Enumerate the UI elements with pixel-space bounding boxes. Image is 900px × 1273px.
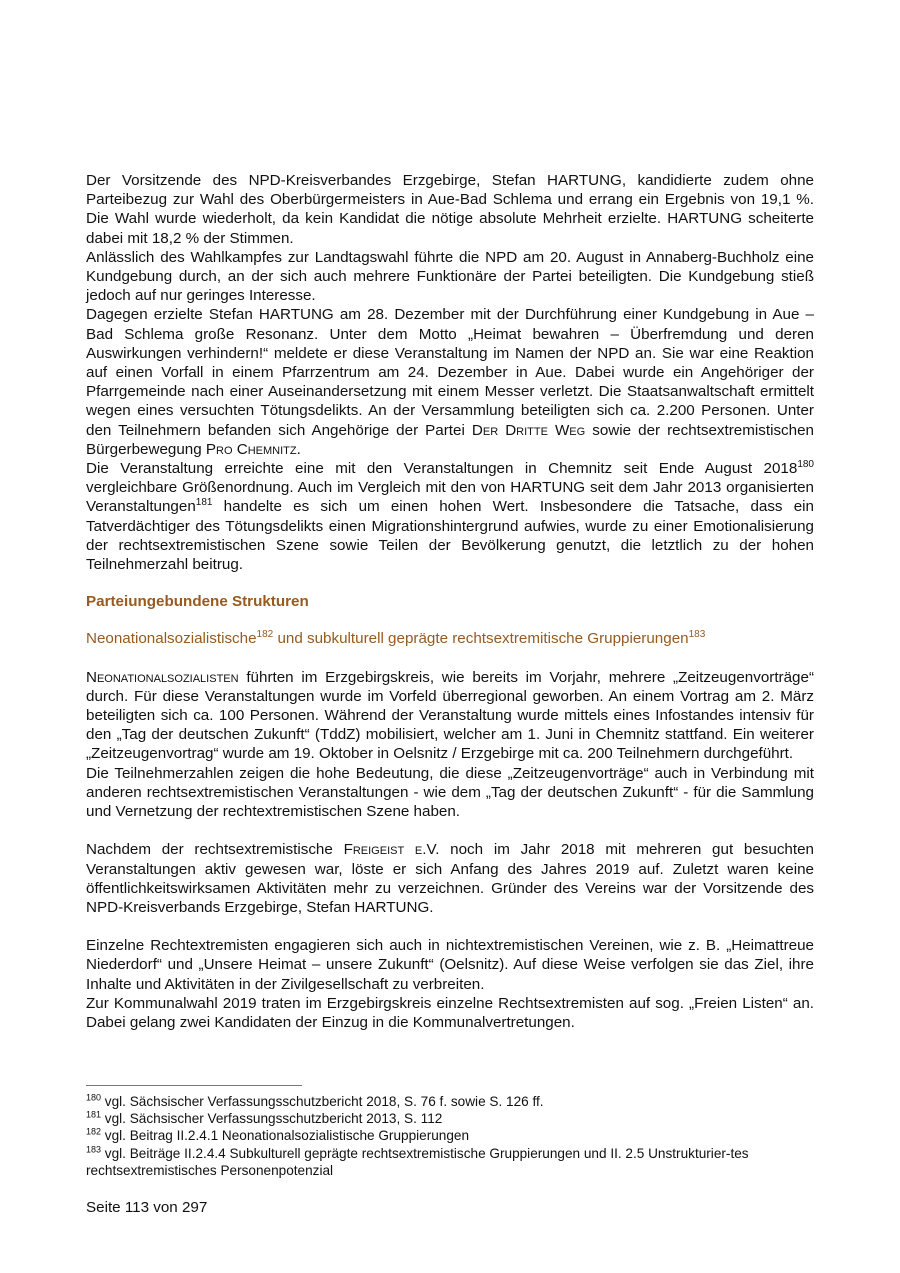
footnote-text: vgl. Sächsischer Verfassungsschutzbericht 2018, S. 76 f. sowie S. 126 ff. bbox=[101, 1094, 544, 1109]
footnote-number: 181 bbox=[86, 1109, 102, 1120]
footnote-ref-182[interactable]: 182 bbox=[256, 629, 274, 641]
page-number: Seite 113 von 297 bbox=[86, 1199, 208, 1216]
footnote-number: 183 bbox=[86, 1144, 102, 1155]
paragraph-8: Einzelne Rechtextremisten engagieren sich auch in nichtextremistischen Vereinen, wie z. B. „Heimattreue Niederdorf“ und „Unsere Heimat – unsere Zukunft“ (Oelsnitz). Auf diese Weise verfolgen sie das Ziel, ihre Inhalte und Aktivitäten in der Zivilgesellschaft zu verbreiten. bbox=[86, 937, 814, 993]
paragraph-2: Anlässlich des Wahlkampfes zur Landtagswahl führte die NPD am 20. August in Annaberg-Buchholz eine Kundgebung durch, an der sich auch mehrere Funktionäre der Partei beteiligten. Die Kundgebung stieß jedoch auf nur geringes Interesse. bbox=[86, 248, 814, 305]
paragraph-5 bbox=[86, 668, 814, 764]
paragraph-4 bbox=[86, 459, 814, 574]
paragraph-4-part3: handelte es sich um einen hohen Wert. Insbesondere die Tatsache, dass ein Tatverdächtiger des Tötungsdelikts einen Migrationshintergrund aufwies, wurde zu einer Emotionalisierung der rechtsextremistischen Szene sowie Teilen der Bevölkerung genutzt, die letztlich zu der hohen Teilnehmerzahl beitrug. bbox=[86, 498, 814, 574]
paragraph-4-part1: Die Veranstaltung erreichte eine mit den Veranstaltungen in Chemnitz seit Ende August 2018 bbox=[86, 460, 798, 478]
paragraph-5-text: führten im Erzgebirgskreis, wie bereits im Vorjahr, mehrere „Zeitzeugenvorträge“ durch. Für diese Veranstaltungen wurde im Vorfeld überregional geworben. An einem Vortrag am 2. März beteiligten sich ca. 100 Personen. Während der Veranstaltung wurde mittels eines Infostandes intensiv für den „Tag der deutschen Zukunft“ (TddZ) mobilisiert, welcher am 1. Juni in Chemnitz stattfand. Ein weiterer „Zeitzeugenvortrag“ wurde am 19. Oktober in Oelsnitz / Erzgebirge mit ca. 200 Teilnehmern durchgeführt. bbox=[86, 668, 814, 763]
subsection-heading bbox=[86, 629, 814, 648]
paragraph-6: Die Teilnehmerzahlen zeigen die hohe Bedeutung, die diese „Zeitzeugenvorträge“ auch in Verbindung mit anderen rechtsextremistischen Veranstaltungen - wie dem „Tag der deutschen Zukunft“ - für die Sammlung und Vernetzung der rechtextremistischen Szene haben. bbox=[86, 764, 814, 821]
main-text bbox=[86, 171, 814, 1032]
subsection-heading-part2: und subkulturell geprägte rechtsextremitische Gruppierungen bbox=[273, 630, 689, 648]
org-pro-chemnitz: Pro Chemnitz bbox=[205, 440, 297, 458]
paragraph-gap bbox=[86, 821, 814, 840]
footnote-182 bbox=[86, 1127, 814, 1144]
footnote-text: vgl. Beitrag II.2.4.1 Neonationalsozialistische Gruppierungen bbox=[101, 1128, 470, 1144]
org-freigeist: Freigeist e.V. bbox=[343, 841, 440, 859]
paragraph-4-part2: vergleichbare Größenordnung. Auch im Vergleich mit den von HARTUNG seit dem Jahr 2013 organisierten Veranstaltungen bbox=[86, 479, 814, 516]
footnote-ref-183[interactable]: 183 bbox=[688, 629, 706, 641]
section-heading: Parteiungebundene Strukturen bbox=[86, 593, 309, 611]
paragraph-7-part2: noch im Jahr 2018 mit mehreren gut besuchten Veranstaltungen aktiv gewesen war, löste er sich Anfang des Jahres 2019 auf. Zuletzt waren keine öffentlichkeitswirksamen Aktivitäten mehr zu verzeichnen. Gründer des Vereins war der Vorsitzende des NPD-Kreisverbands Erzgebirge, Stefan HARTUNG. bbox=[86, 841, 814, 916]
footnote-text: vgl. Sächsischer Verfassungsschutzbericht 2013, S. 112 bbox=[101, 1111, 443, 1127]
paragraph-9: Zur Kommunalwahl 2019 traten im Erzgebirgskreis einzelne Rechtsextremisten auf sog. „Freien Listen“ an. Dabei gelang zwei Kandidaten der Einzug in die Kommunalvertretungen. bbox=[86, 994, 814, 1031]
footnote-separator bbox=[86, 1085, 302, 1086]
footnote-ref-181[interactable]: 181 bbox=[195, 497, 213, 509]
footnote-number: 180 bbox=[86, 1092, 102, 1103]
org-der-dritte-weg: Der Dritte Weg bbox=[471, 421, 586, 439]
term-neonationalsozialisten: Neonationalsozialisten bbox=[86, 668, 239, 686]
subsection-heading-part1: Neonationalsozialistische bbox=[86, 630, 257, 648]
paragraph-1: Der Vorsitzende des NPD-Kreisverbandes Erzgebirge, Stefan HARTUNG, kandidierte zudem ohne Parteibezug zur Wahl des Oberbürgermeisters in Aue-Bad Schlema und errang ein Ergebnis von 19,1 %. Die Wahl wurde wiederholt, da kein Kandidat die nötige absolute Mehrheit erzielte. HARTUNG scheiterte dabei mit 18,2 % der Stimmen. bbox=[86, 172, 814, 247]
footnote-number: 182 bbox=[86, 1126, 102, 1137]
footnote-ref-180[interactable]: 180 bbox=[797, 458, 814, 470]
footnotes bbox=[86, 1093, 814, 1179]
paragraph-3-mid: sowie der rechtsextremistischen Bürgerbewegung bbox=[86, 421, 814, 458]
footnote-183 bbox=[86, 1145, 814, 1179]
paragraph-gap bbox=[86, 917, 814, 936]
paragraph-3-end: . bbox=[296, 440, 301, 458]
footnote-181 bbox=[86, 1110, 814, 1127]
footnote-text: vgl. Beiträge II.2.4.4 Subkulturell geprägte rechtsextremistische Gruppierungen und II. 2.5 Unstrukturier-tes rechtsextremistisches Personenpotenzial bbox=[86, 1145, 749, 1178]
paragraph-7-part1: Nachdem der rechtsextremistische bbox=[86, 841, 333, 859]
paragraph-3-text: Dagegen erzielte Stefan HARTUNG am 28. Dezember mit der Durchführung einer Kundgebung in Aue – Bad Schlema große Resonanz. Unter dem Motto „Heimat bewahren – Überfremdung und deren Auswirkungen verhindern!“ meldete er diese Veranstaltung im Namen der NPD an. Sie war eine Reaktion auf einen Vorfall in einem Pfarrzentrum am 24. Dezember in Aue. Dabei wurde ein Angehöriger der Pfarrgemeinde nach einer Auseinandersetzung mit einem Messer verletzt. Die Staatsanwaltschaft ermittelt wegen eines versuchten Tötungsdelikts. An der Versammlung beteiligten sich ca. 2.200 Personen. Unter den Teilnehmern befanden sich Angehörige der Partei bbox=[86, 306, 814, 439]
footnote-180 bbox=[86, 1093, 814, 1110]
paragraph-3 bbox=[86, 305, 814, 459]
paragraph-7 bbox=[86, 840, 814, 917]
